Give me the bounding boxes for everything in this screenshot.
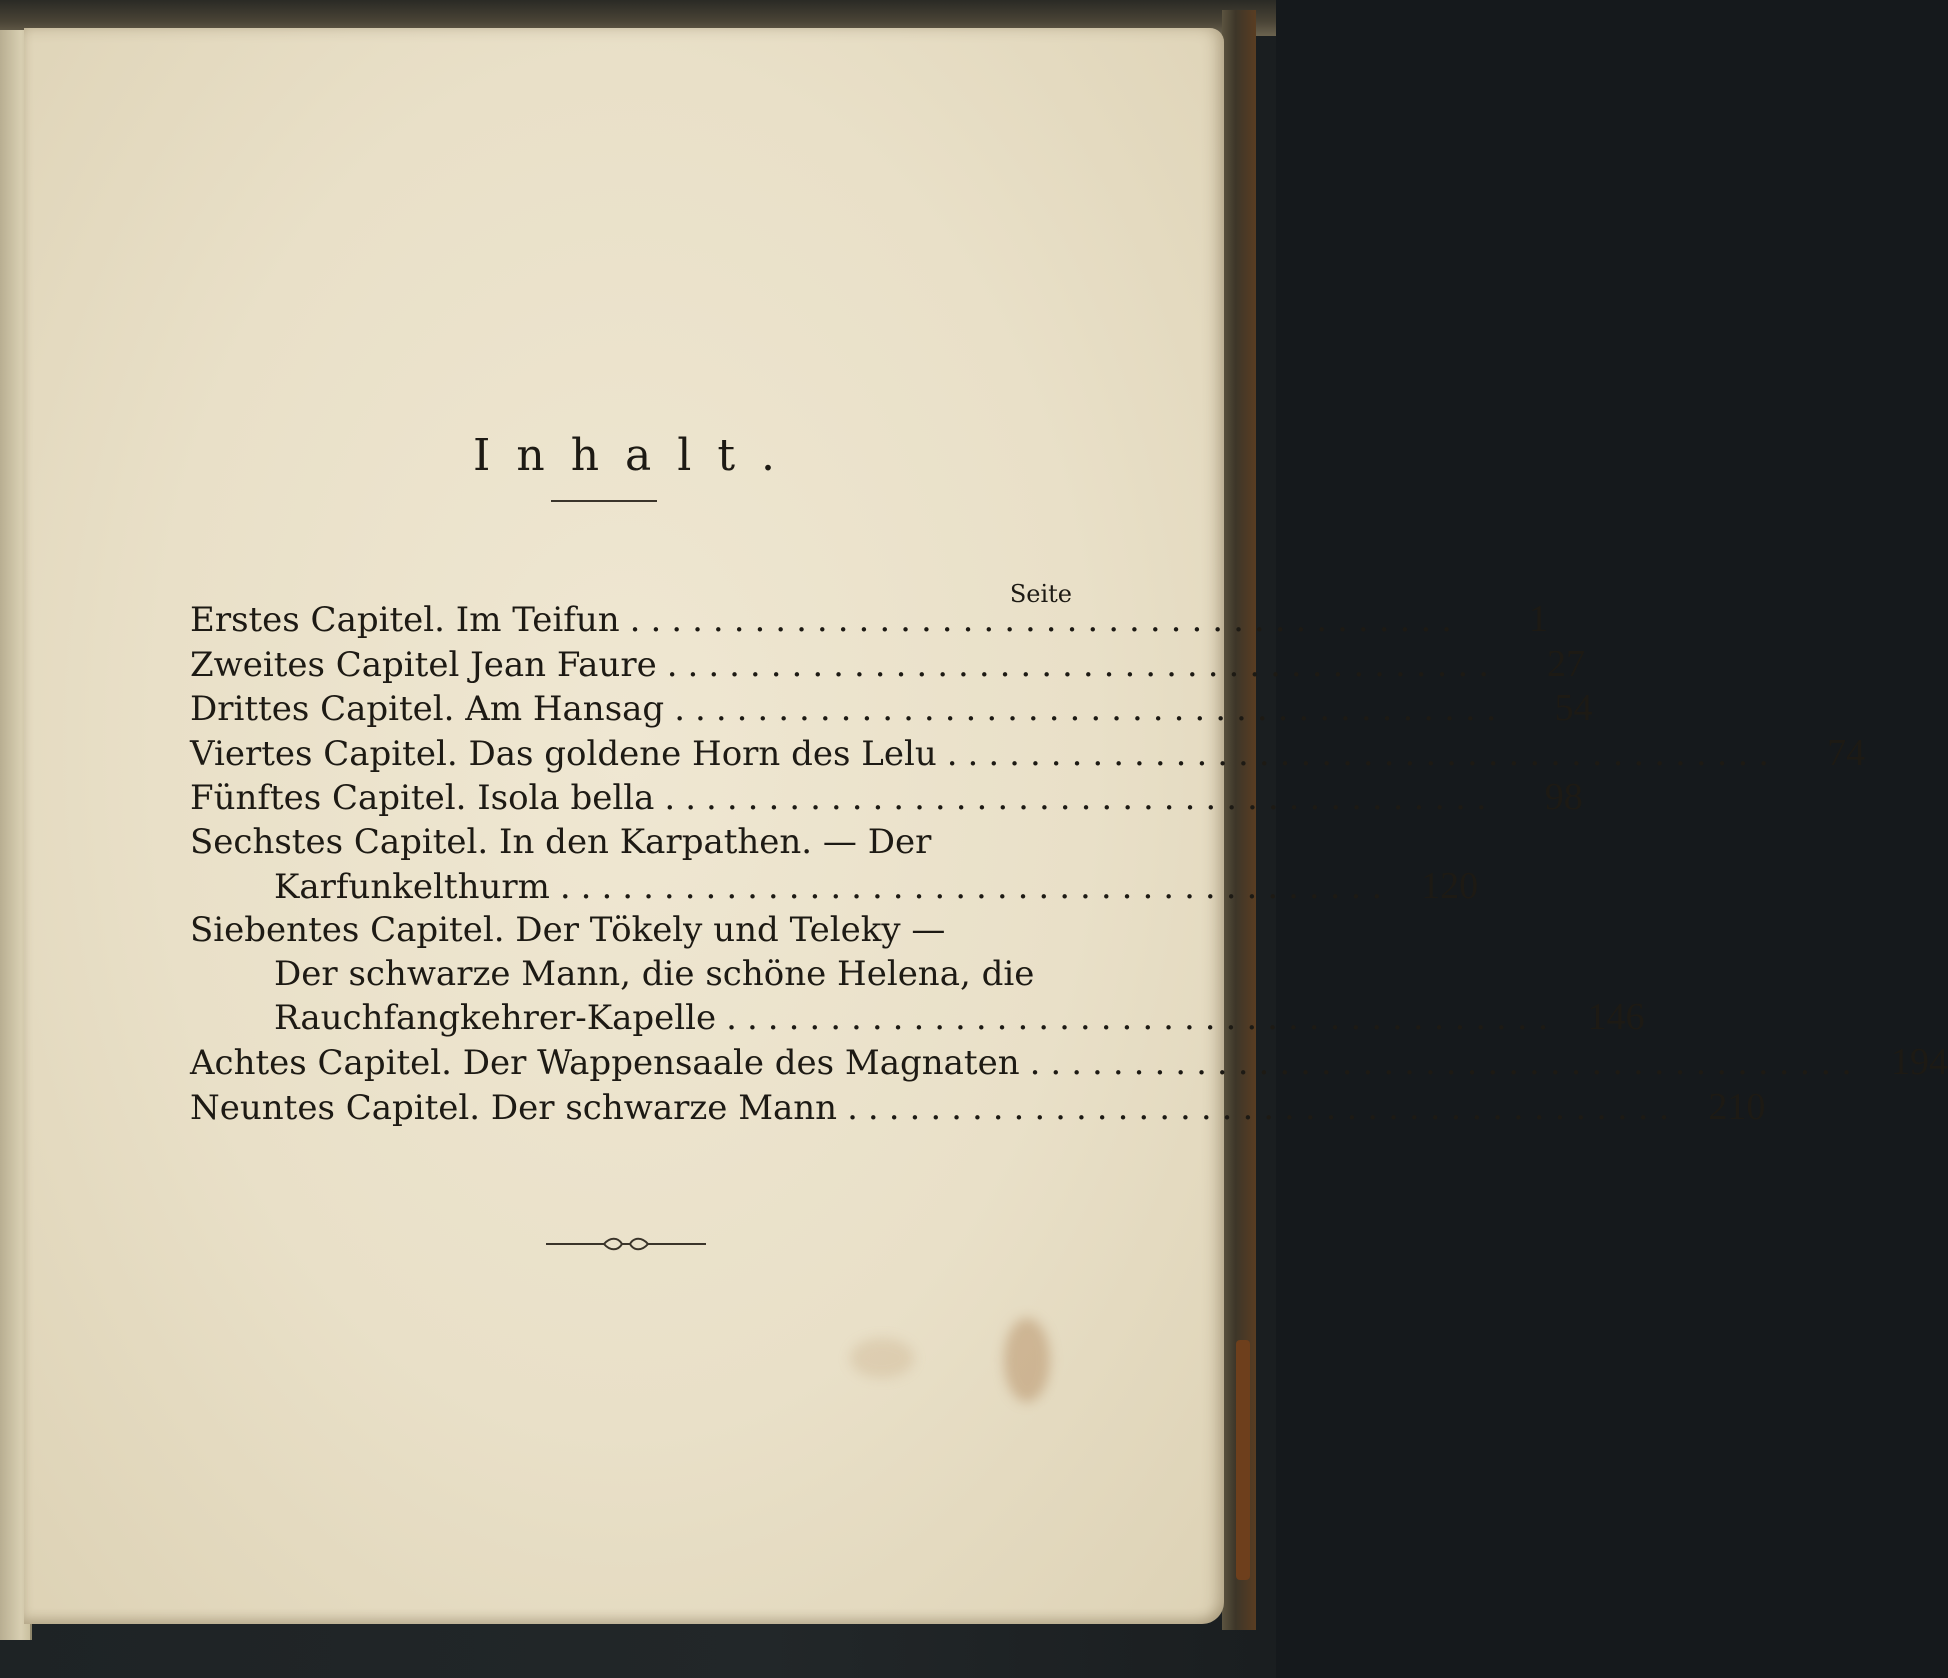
page-number: 146 xyxy=(1587,996,1645,1039)
chapter-title: Erstes Capitel. Im Teifun xyxy=(190,600,620,640)
ornament-divider xyxy=(546,1231,706,1257)
toc-entry xyxy=(190,1040,1948,1086)
page-title: Inhalt. xyxy=(472,430,802,481)
page-number: 74 xyxy=(1827,731,1866,774)
chapter-title: Sechstes Capitel. In den Karpathen. — Der xyxy=(190,821,932,862)
toc-line xyxy=(190,864,1479,910)
dot-leader: ........................................ xyxy=(946,733,1780,774)
chapter-title: Neuntes Capitel. Der schwarze Mann xyxy=(190,1087,838,1128)
dot-leader: ........................................ xyxy=(559,866,1393,907)
toc-entry xyxy=(190,1085,1766,1131)
toc-entry xyxy=(190,598,1548,643)
page-number: 1 xyxy=(1528,598,1548,640)
page-number: 210 xyxy=(1708,1085,1766,1128)
book-cover-corner xyxy=(1236,1340,1250,1580)
chapter-title: Achtes Capitel. Der Wappensaale des Magnaten xyxy=(190,1042,1020,1083)
dot-leader: ........................................ xyxy=(664,778,1497,819)
book-page xyxy=(24,28,1948,1624)
toc-entry xyxy=(190,642,1586,688)
chapter-title: Viertes Capitel. Das goldene Horn des Lelu xyxy=(190,733,937,774)
toc-entry xyxy=(190,731,1866,777)
toc-line xyxy=(190,1085,1766,1131)
page-column-header: Seite xyxy=(1009,580,1072,608)
dot-leader: ........................................ xyxy=(1029,1042,1862,1083)
chapter-title: Fünftes Capitel. Isola bella xyxy=(190,778,655,819)
toc-entry xyxy=(190,776,1583,821)
page-number: 194 xyxy=(1890,1040,1948,1083)
table-of-contents xyxy=(190,598,1948,1130)
dot-leader: ........................................ xyxy=(847,1087,1680,1128)
page-number: 27 xyxy=(1547,642,1586,685)
title-rule xyxy=(551,500,657,502)
dot-leader: ........................................ xyxy=(666,644,1500,685)
toc-entry xyxy=(190,821,1479,909)
chapter-title: Der schwarze Mann, die schöne Helena, die xyxy=(274,953,1035,994)
page-number: 98 xyxy=(1544,776,1583,819)
toc-line xyxy=(190,953,1076,997)
dot-leader: ........................................ xyxy=(726,998,1559,1039)
toc-line xyxy=(190,687,1593,732)
toc-line xyxy=(190,909,1076,953)
page-number: 120 xyxy=(1421,864,1479,907)
toc-line xyxy=(190,642,1586,688)
chapter-title: Rauchfangkehrer-Kapelle xyxy=(274,998,717,1039)
toc-line xyxy=(190,776,1583,821)
chapter-title: Siebentes Capitel. Der Tökely und Teleky — xyxy=(190,910,946,951)
toc-line xyxy=(190,731,1866,777)
dot-leader: ........................................ xyxy=(674,689,1507,730)
toc-line xyxy=(190,996,1645,1041)
toc-line xyxy=(190,821,1076,865)
toc-line xyxy=(190,598,1548,643)
chapter-title: Karfunkelthurm xyxy=(274,866,550,907)
foxing-stain xyxy=(850,1338,914,1378)
toc-line xyxy=(190,1040,1948,1086)
dot-leader: ........................................ xyxy=(629,600,1462,640)
foxing-stain xyxy=(1004,1318,1050,1402)
page-number: 54 xyxy=(1554,687,1593,730)
toc-entry xyxy=(190,909,1645,1041)
chapter-title: Drittes Capitel. Am Hansag xyxy=(190,689,665,730)
chapter-title: Zweites Capitel Jean Faure xyxy=(190,644,657,685)
toc-entry xyxy=(190,687,1593,732)
